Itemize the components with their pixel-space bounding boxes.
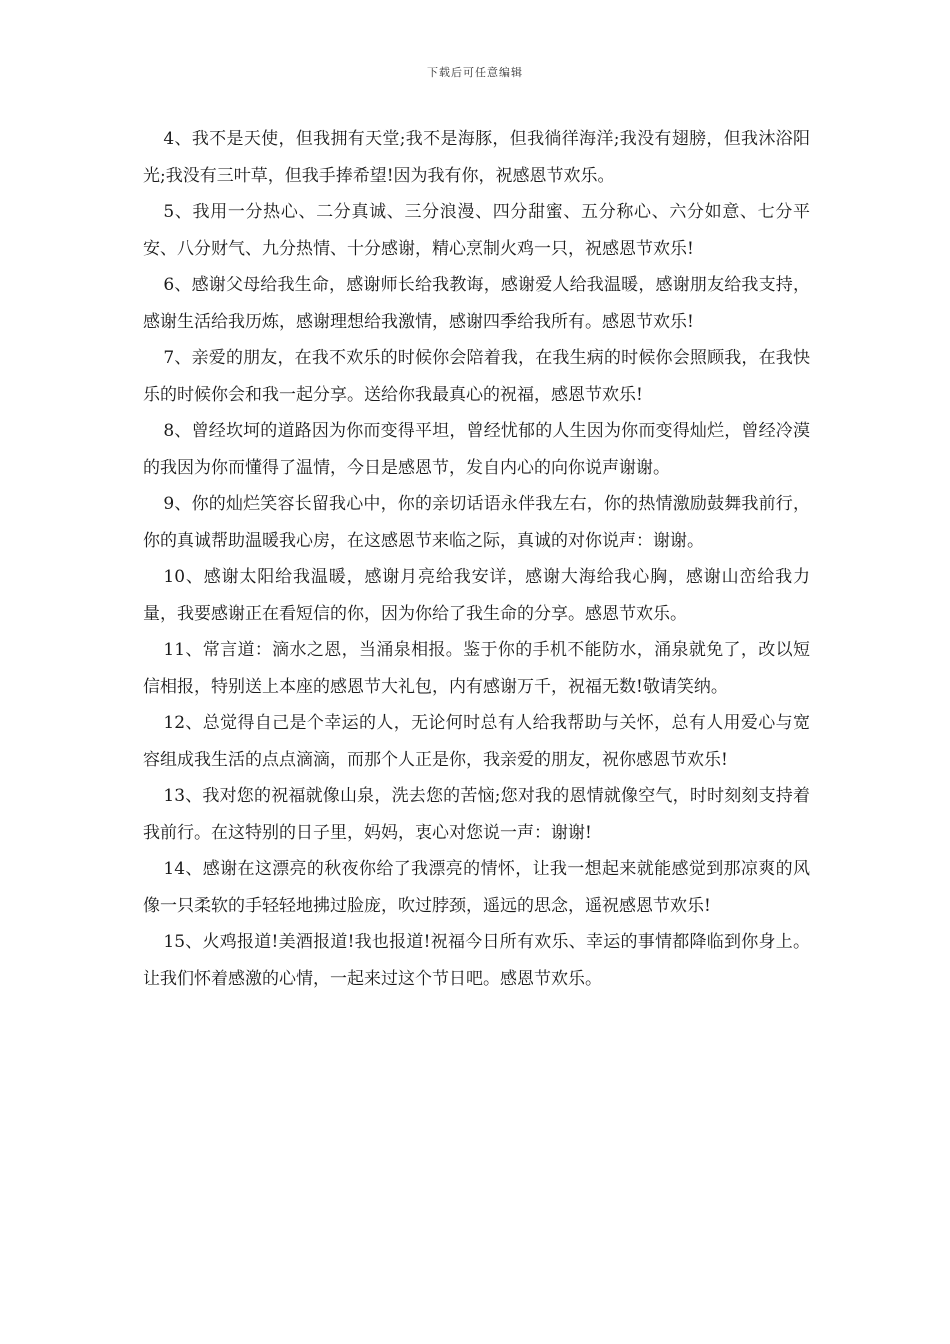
paragraph-11: 11、常言道：滴水之恩，当涌泉相报。鉴于你的手机不能防水，涌泉就免了，改以短信相报，特别送上本座的感恩节大礼包，内有感谢万千，祝福无数!敬请笑纳。 bbox=[143, 640, 810, 697]
paragraph-5: 5、我用一分热心、二分真诚、三分浪漫、四分甜蜜、五分称心、六分如意、七分平安、八分财气、九分热情、十分感谢，精心烹制火鸡一只，祝感恩节欢乐! bbox=[143, 202, 810, 259]
paragraph-9: 9、你的灿烂笑容长留我心中，你的亲切话语永伴我左右，你的热情激励鼓舞我前行，你的真诚帮助温暖我心房，在这感恩节来临之际，真诚的对你说声：谢谢。 bbox=[143, 494, 810, 551]
paragraph-15: 15、火鸡报道!美酒报道!我也报道!祝福今日所有欢乐、幸运的事情都降临到你身上。让我们怀着感激的心情，一起来过这个节日吧。感恩节欢乐。 bbox=[143, 932, 810, 989]
page-header: 下载后可任意编辑 bbox=[427, 66, 523, 79]
paragraph-4: 4、我不是天使，但我拥有天堂;我不是海豚，但我徜徉海洋;我没有翅膀，但我沐浴阳光;我没有三叶草，但我手捧希望!因为我有你，祝感恩节欢乐。 bbox=[143, 129, 810, 186]
document-body bbox=[143, 121, 810, 997]
paragraph-8: 8、曾经坎坷的道路因为你而变得平坦，曾经忧郁的人生因为你而变得灿烂，曾经冷漠的我因为你而懂得了温情，今日是感恩节，发自内心的向你说声谢谢。 bbox=[143, 421, 810, 478]
paragraph-14: 14、感谢在这漂亮的秋夜你给了我漂亮的情怀，让我一想起来就能感觉到那凉爽的风像一只柔软的手轻轻地拂过脸庞，吹过脖颈，遥远的思念，遥祝感恩节欢乐! bbox=[143, 859, 810, 916]
paragraph-10: 10、感谢太阳给我温暖，感谢月亮给我安详，感谢大海给我心胸，感谢山峦给我力量，我要感谢正在看短信的你，因为你给了我生命的分享。感恩节欢乐。 bbox=[143, 567, 810, 624]
paragraph-13: 13、我对您的祝福就像山泉，洗去您的苦恼;您对我的恩情就像空气，时时刻刻支持着我前行。在这特别的日子里，妈妈，衷心对您说一声：谢谢! bbox=[143, 786, 810, 843]
paragraph-12: 12、总觉得自己是个幸运的人，无论何时总有人给我帮助与关怀，总有人用爱心与宽容组成我生活的点点滴滴，而那个人正是你，我亲爱的朋友，祝你感恩节欢乐! bbox=[143, 713, 810, 770]
paragraph-6: 6、感谢父母给我生命，感谢师长给我教诲，感谢爱人给我温暖，感谢朋友给我支持，感谢生活给我历炼，感谢理想给我激情，感谢四季给我所有。感恩节欢乐! bbox=[143, 275, 810, 332]
paragraph-7: 7、亲爱的朋友，在我不欢乐的时候你会陪着我，在我生病的时候你会照顾我，在我快乐的时候你会和我一起分享。送给你我最真心的祝福，感恩节欢乐! bbox=[143, 348, 810, 405]
